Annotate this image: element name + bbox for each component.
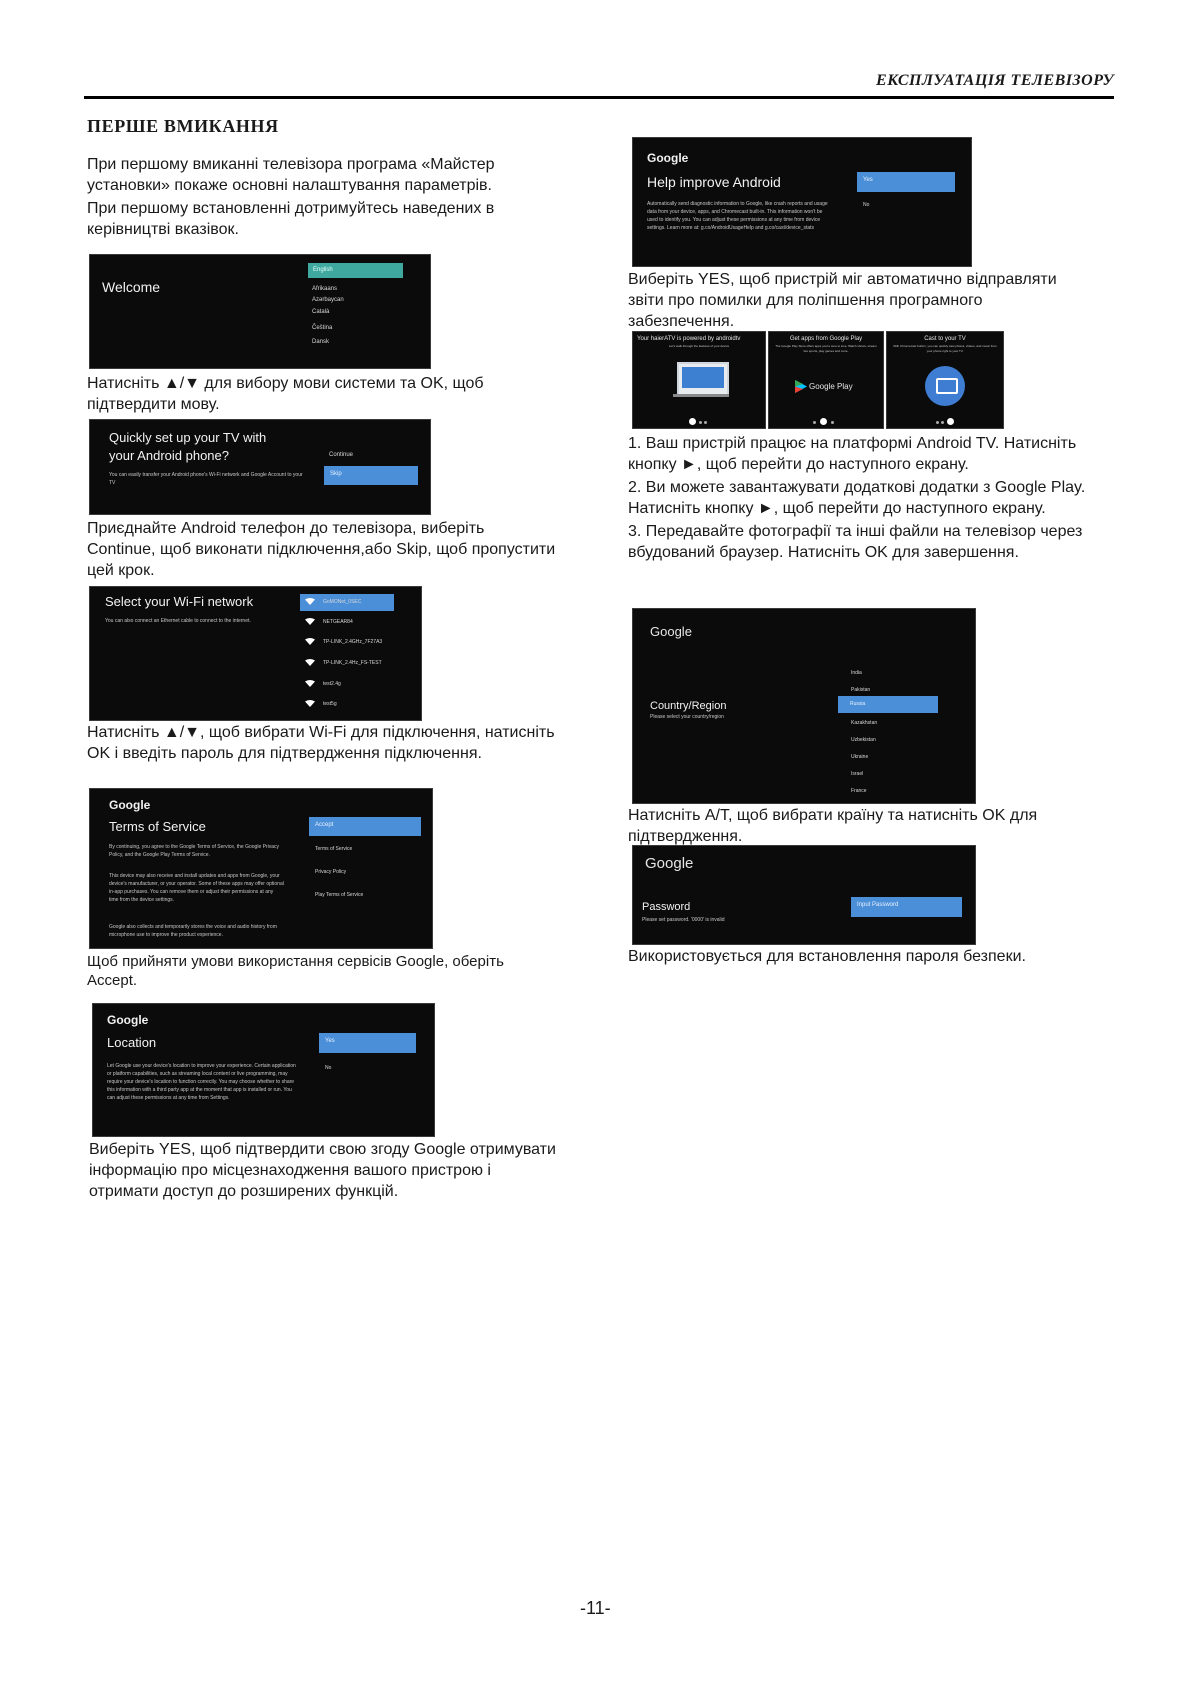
cast-illustration	[925, 366, 965, 406]
wifi-network-item[interactable]: TP-LINK_2.4Hz_FS-TEST	[305, 659, 382, 666]
page-dot	[941, 421, 944, 424]
page-dot	[699, 421, 702, 424]
country-option[interactable]: Ukraine	[851, 754, 869, 760]
welcome-screen	[89, 254, 431, 369]
language-option[interactable]: Čeština	[312, 325, 333, 331]
caption-password: Використовується для встановлення пароля безпеки.	[628, 948, 1026, 965]
no-option[interactable]: No	[863, 202, 870, 208]
wifi-network-item[interactable]: test5g	[305, 700, 337, 707]
country-option[interactable]: Pakistan	[851, 687, 871, 693]
tv-illustration	[677, 362, 729, 396]
intro-text	[87, 154, 557, 242]
quick-setup-title: Quickly set up your TV with your Android phone?	[109, 430, 267, 463]
country-option-selected[interactable]: Russia	[838, 696, 938, 713]
wifi-network-item[interactable]: test2.4g	[305, 680, 341, 687]
caption-welcome: Натисніть ▲/▼ для вибору мови системи та OK, щоб підтвердити мову.	[87, 375, 484, 413]
yes-option[interactable]: Yes	[857, 172, 955, 192]
caption-location: Виберіть YES, щоб підтвердити свою згоду Google отримувати інформацію про місцезнаходження вашого пристрою і отримати доступ до розширених функцій.	[89, 1141, 556, 1200]
wifi-icon	[305, 659, 315, 666]
panel-google-play	[768, 331, 884, 429]
terms-option[interactable]: Terms of Service	[315, 846, 353, 852]
country-hint: Please select your country/region	[650, 714, 724, 720]
panel-cast	[886, 331, 1004, 429]
caption-quick: Приєднайте Android телефон до телевізора, виберіть Continue, щоб виконати підключення,або Skip, щоб пропустити цей крок.	[87, 520, 556, 579]
help-title: Help improve Android	[647, 174, 781, 190]
wifi-screen	[89, 586, 422, 721]
country-option[interactable]: Kazakhstan	[851, 720, 878, 726]
panel-title: Get apps from Google Play	[789, 336, 863, 342]
google-logo: Google	[647, 151, 689, 165]
help-body: Automatically send diagnostic information to Google, like crash reports and usage data from your device, apps, and Chromecast built-in. This information won't be used to identify you. You can adjust these permissions at any time from device settings. Learn more at: g.co/AndroidUsageHelp and g.co/cast/device_stats	[647, 201, 828, 231]
country-region-screen	[632, 608, 976, 804]
location-title: Location	[107, 1035, 157, 1050]
play-terms-option[interactable]: Play Terms of Service	[315, 892, 364, 898]
page-dot-active	[947, 418, 954, 425]
step-2: 2. Ви можете завантажувати додаткові додатки з Google Play. Натисніть кнопку ►, щоб перейти до наступного екрану.	[628, 479, 1086, 517]
page-dot	[704, 421, 707, 424]
panel-subtitle: With Chromecast built-in, you can quickly cast photos, videos, and music from your phone right to your TV.	[893, 344, 997, 353]
intro-paragraph-2: При першому встановленні дотримуйтесь наведених в керівництві вказівок.	[87, 200, 495, 238]
skip-option[interactable]: Skip	[324, 466, 418, 485]
google-logo: Google	[645, 855, 694, 872]
country-option[interactable]: India	[851, 670, 862, 676]
wifi-title: Select your Wi-Fi network	[105, 594, 254, 609]
no-option[interactable]: No	[325, 1065, 332, 1071]
accept-option[interactable]: Accept	[309, 817, 421, 836]
wifi-icon	[305, 638, 315, 645]
tv-stand	[673, 394, 729, 397]
privacy-option[interactable]: Privacy Policy	[315, 869, 347, 875]
page-dot-active	[820, 418, 827, 425]
onboarding-steps	[628, 433, 1103, 565]
country-option[interactable]: Israel	[851, 771, 864, 777]
page-dot	[936, 421, 939, 424]
panel-title: Your haierATV is powered by androidtv	[637, 336, 741, 342]
tos-body-3: Google also collects and temporarily stores the voice and audio history from microphone use to improve the product experience.	[109, 924, 277, 938]
google-logo: Google	[650, 624, 692, 639]
quick-setup-body: You can easily transfer your Android phone's Wi-Fi network and Google Account to your TV	[109, 472, 303, 486]
panel-subtitle: Let's walk through the features of your device	[668, 344, 730, 348]
country-label: Country/Region	[650, 700, 727, 712]
chapter-title: ЕКСПЛУАТАЦІЯ ТЕЛЕВІЗОРУ	[876, 72, 1114, 89]
wifi-network-item[interactable]: GoMONet_0SEC	[305, 598, 361, 605]
intro-paragraph-1: При першому вмиканні телевізора програма «Майстер установки» покаже основні налаштування параметрів.	[87, 156, 495, 194]
wifi-icon	[305, 618, 315, 625]
google-logo: Google	[107, 1013, 149, 1027]
language-option[interactable]: Afrikaans	[312, 286, 338, 292]
help-improve-screen	[632, 137, 972, 267]
panel-android-tv	[632, 331, 766, 429]
continue-option[interactable]: Continue	[329, 452, 354, 458]
password-label: Password	[642, 901, 691, 913]
tos-body-1: By continuing, you agree to the Google Terms of Service, the Google Privacy Policy, and the Google Play Terms of Service.	[109, 844, 279, 858]
input-password-button[interactable]: Input Password	[851, 897, 962, 917]
tos-title: Terms of Service	[109, 819, 206, 834]
page-dot	[831, 421, 834, 424]
password-screen	[632, 845, 976, 945]
step-1: 1. Ваш пристрій працює на платформі Android TV. Натисніть кнопку ►, щоб перейти до наступного екрану.	[628, 435, 1077, 473]
google-play-icon	[795, 380, 807, 393]
language-option[interactable]: Català	[312, 309, 330, 315]
password-hint: Please set password. '0000' is invalid	[642, 917, 725, 923]
wifi-icon	[305, 700, 315, 707]
location-body: Let Google use your device's location to improve your experience. Certain application or platform capabilities, such as streaming local content or live programming, may require your device's location to function correctly. You may choose whether to share this information with a third party app at the moment that app is installed or run. You can adjust these permissions at any time from Settings.	[107, 1063, 296, 1101]
yes-option[interactable]: Yes	[319, 1033, 416, 1053]
page-dot-active	[689, 418, 696, 425]
step-3: 3. Передавайте фотографії та інші файли на телевізор через вбудований браузер. Натисніть OK для завершення.	[628, 523, 1083, 561]
panel-subtitle: The Google Play Store offers apps you're sure to love. Watch shows, stream live sports, play games and more.	[775, 344, 877, 353]
wifi-icon	[305, 680, 315, 687]
header-rule	[84, 96, 1114, 99]
caption-help: Виберіть YES, щоб пристрій міг автоматично відправляти звіти про помилки для поліпшення програмного забезпечення.	[628, 271, 1057, 330]
google-logo: Google	[109, 798, 151, 812]
caption-wifi: Натисніть ▲/▼, щоб вибрати Wi-Fi для підключення, натисніть OK і введіть пароль для підтвердження підключення.	[87, 724, 555, 762]
welcome-title: Welcome	[102, 279, 161, 295]
caption-country: Натисніть A/T, щоб вибрати країну та натисніть OK для підтвердження.	[628, 807, 1038, 845]
page-number: -11-	[580, 1598, 611, 1618]
location-screen	[92, 1003, 435, 1137]
section-title: ПЕРШЕ ВМИКАННЯ	[87, 116, 279, 136]
country-option[interactable]: Uzbekistan	[851, 737, 876, 743]
page-dot	[813, 421, 816, 424]
language-option[interactable]: Azərbaycan	[312, 297, 344, 303]
wifi-icon	[305, 598, 315, 605]
wifi-network-item[interactable]: TP-LINK_2.4GHz_7F27A3	[305, 638, 382, 645]
language-option[interactable]: Dansk	[312, 339, 330, 345]
country-option[interactable]: France	[851, 788, 867, 794]
tos-body-2: This device may also receive and install updates and apps from Google, your device's manufacturer, or your operator. Some of these apps may offer optional in-app purchases. You can remove them or adjust their permissions at any time from the device settings.	[109, 873, 284, 903]
wifi-body: You can also connect an Ethernet cable to connect to the internet.	[105, 618, 251, 624]
panel-title: Cast to your TV	[924, 336, 966, 342]
language-option-selected[interactable]: English	[308, 263, 403, 278]
caption-tos: Щоб прийняти умови використання сервісів Google, оберіть Accept.	[87, 953, 504, 989]
terms-of-service-screen	[89, 788, 433, 949]
wifi-network-item[interactable]: NETGEAR84	[305, 618, 353, 625]
google-play-label: Google Play	[809, 382, 853, 391]
quick-setup-screen	[89, 419, 431, 515]
